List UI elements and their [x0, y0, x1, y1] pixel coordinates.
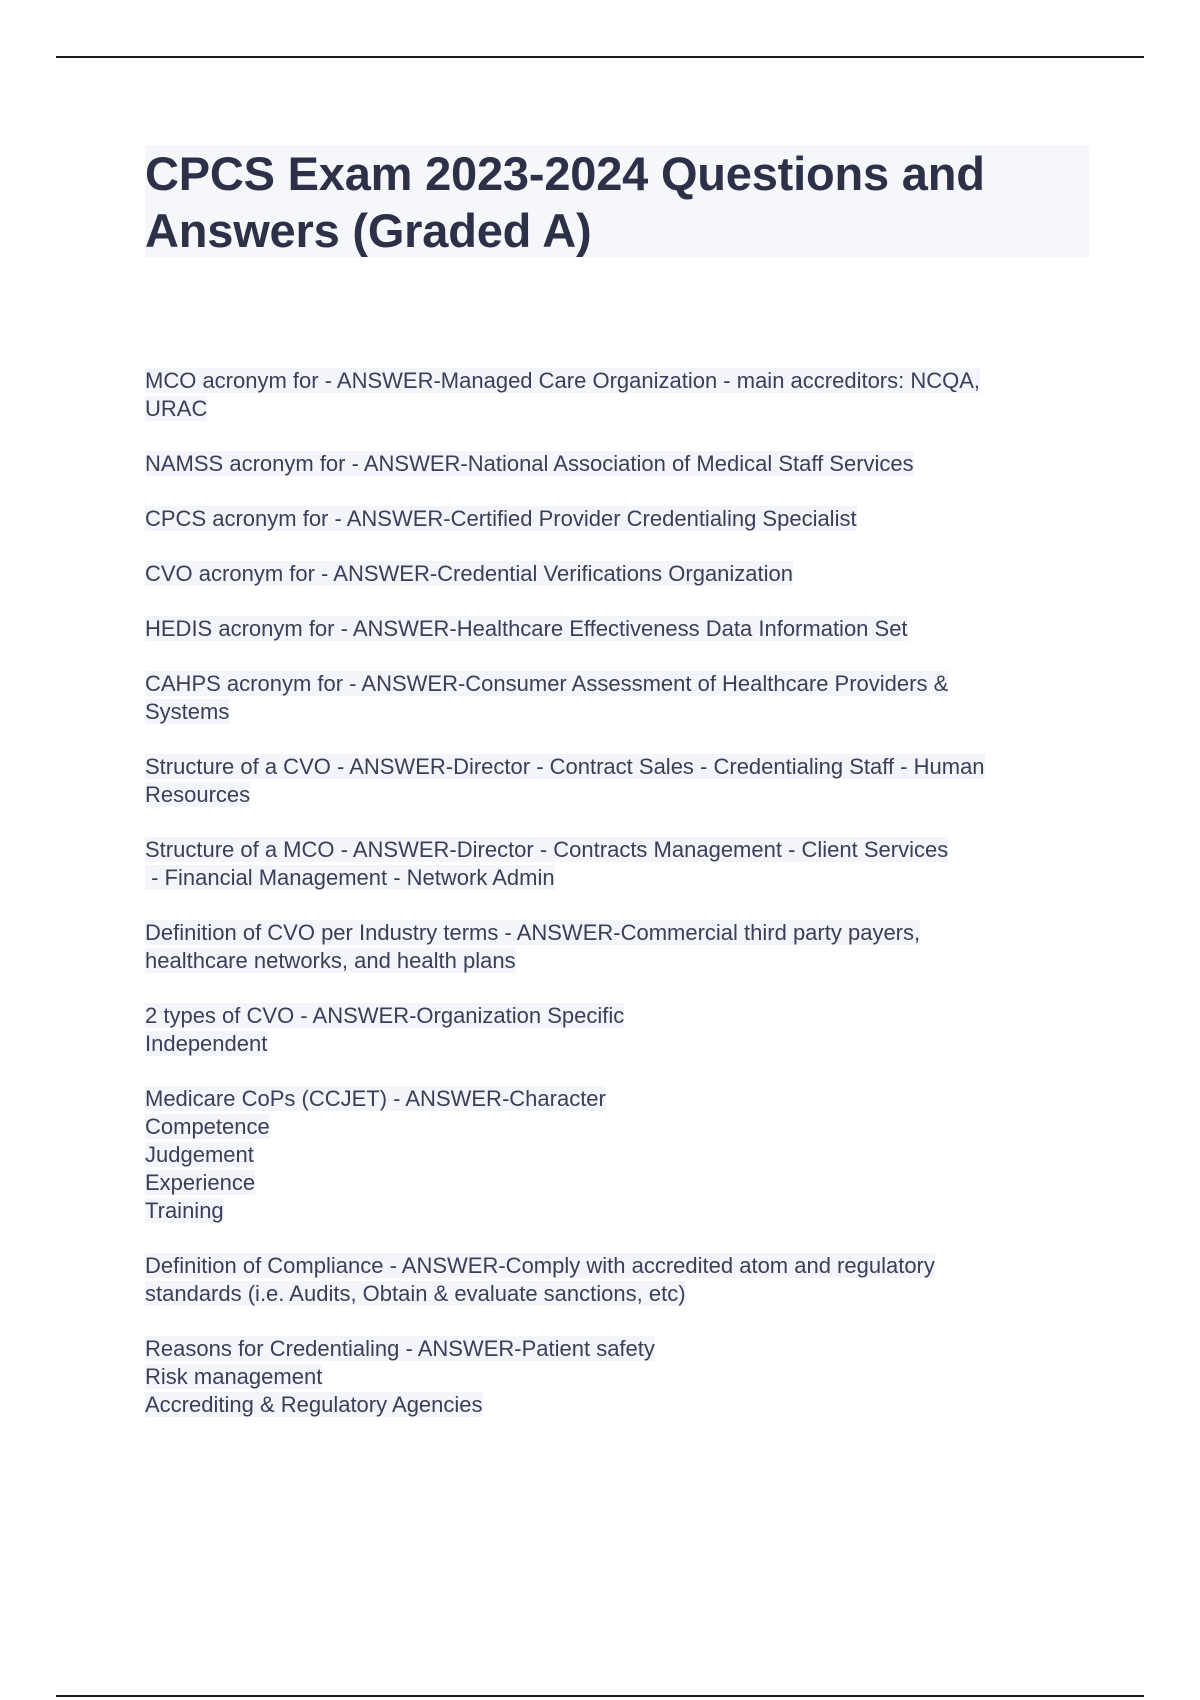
qa-line	[145, 1141, 1105, 1169]
qa-line-text: HEDIS acronym for - ANSWER-Healthcare Effectiveness Data Information Set	[145, 616, 908, 641]
qa-line-text: NAMSS acronym for - ANSWER-National Association of Medical Staff Services	[145, 451, 914, 476]
qa-line-text: Training	[145, 1198, 224, 1223]
qa-line-text: Reasons for Credentialing - ANSWER-Patient safety	[145, 1336, 655, 1361]
qa-line	[145, 670, 1105, 698]
title-line: Answers (Graded A)	[145, 204, 592, 257]
qa-line	[145, 1252, 1105, 1280]
qa-line-text: CAHPS acronym for - ANSWER-Consumer Assessment of Healthcare Providers &	[145, 671, 949, 696]
qa-line	[145, 560, 1105, 588]
qa-line-text: Competence	[145, 1114, 270, 1139]
qa-line	[145, 1280, 1105, 1308]
qa-line-text: Systems	[145, 699, 230, 724]
qa-line-text: standards (i.e. Audits, Obtain & evaluate sanctions, etc)	[145, 1281, 686, 1306]
qa-line-text: Definition of CVO per Industry terms - ANSWER-Commercial third party payers,	[145, 920, 921, 945]
qa-line	[145, 615, 1105, 643]
qa-line-text: Judgement	[145, 1142, 254, 1167]
qa-line	[145, 698, 1105, 726]
qa-line-text: Accrediting & Regulatory Agencies	[145, 1392, 483, 1417]
qa-line-text: Experience	[145, 1170, 256, 1195]
qa-item	[145, 560, 1105, 588]
qa-line-text: Medicare CoPs (CCJET) - ANSWER-Character	[145, 1086, 606, 1111]
qa-item	[145, 615, 1105, 643]
qa-line	[145, 395, 1105, 423]
top-rule	[56, 56, 1144, 58]
qa-list	[145, 367, 1105, 1446]
qa-line	[145, 1002, 1105, 1030]
qa-line-text: Structure of a CVO - ANSWER-Director - Contract Sales - Credentialing Staff - Human	[145, 754, 985, 779]
qa-item	[145, 1002, 1105, 1058]
qa-item	[145, 450, 1105, 478]
qa-line	[145, 505, 1105, 533]
qa-line-text: - Financial Management - Network Admin	[145, 865, 555, 890]
qa-line	[145, 836, 1105, 864]
qa-item	[145, 753, 1105, 809]
qa-item	[145, 919, 1105, 975]
qa-line-text: URAC	[145, 396, 208, 421]
qa-line-text: Resources	[145, 782, 251, 807]
qa-line-text: MCO acronym for - ANSWER-Managed Care Organization - main accreditors: NCQA,	[145, 368, 981, 393]
qa-item	[145, 367, 1105, 423]
qa-line	[145, 1391, 1105, 1419]
qa-line	[145, 919, 1105, 947]
qa-line-text: Definition of Compliance - ANSWER-Comply with accredited atom and regulatory	[145, 1253, 935, 1278]
qa-item	[145, 1252, 1105, 1308]
qa-line	[145, 947, 1105, 975]
qa-line-text: CVO acronym for - ANSWER-Credential Verifications Organization	[145, 561, 794, 586]
qa-line	[145, 1030, 1105, 1058]
qa-line	[145, 1363, 1105, 1391]
qa-line-text: Structure of a MCO - ANSWER-Director - Contracts Management - Client Services	[145, 837, 949, 862]
qa-item	[145, 1085, 1105, 1225]
title-block	[145, 145, 1089, 257]
qa-item	[145, 1335, 1105, 1419]
qa-line-text: healthcare networks, and health plans	[145, 948, 516, 973]
page-title	[145, 145, 1089, 259]
qa-line	[145, 450, 1105, 478]
qa-line-text: Independent	[145, 1031, 268, 1056]
qa-item	[145, 505, 1105, 533]
qa-item	[145, 836, 1105, 892]
qa-line	[145, 1197, 1105, 1225]
qa-line-text: Risk management	[145, 1364, 323, 1389]
qa-line	[145, 781, 1105, 809]
qa-line	[145, 1335, 1105, 1363]
qa-line	[145, 753, 1105, 781]
qa-line	[145, 367, 1105, 395]
qa-line	[145, 1085, 1105, 1113]
qa-line	[145, 1113, 1105, 1141]
qa-line	[145, 1169, 1105, 1197]
bottom-rule	[56, 1695, 1144, 1697]
qa-line-text: CPCS acronym for - ANSWER-Certified Provider Credentialing Specialist	[145, 506, 857, 531]
title-line: CPCS Exam 2023-2024 Questions and	[145, 147, 985, 200]
qa-item	[145, 670, 1105, 726]
qa-line-text: 2 types of CVO - ANSWER-Organization Specific	[145, 1003, 625, 1028]
qa-line	[145, 864, 1105, 892]
